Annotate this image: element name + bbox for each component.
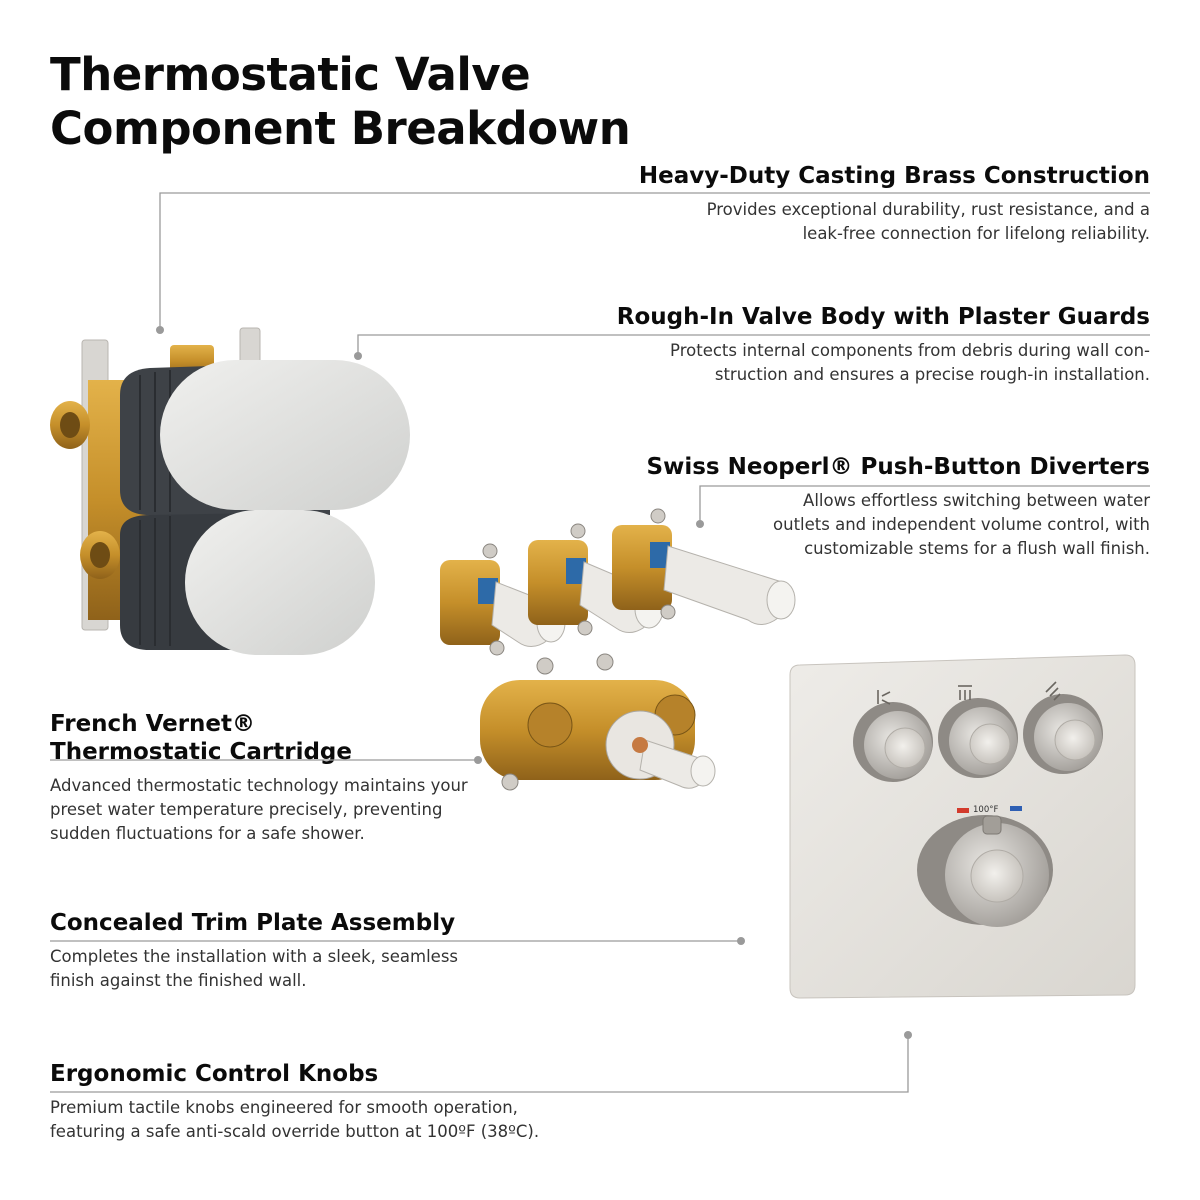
leader-dot	[354, 352, 362, 360]
feature-description-line: struction and ensures a precise rough-in installation.	[714, 365, 1150, 384]
feature-heading: Swiss Neoperl® Push-Button Diverters	[646, 454, 1150, 480]
leader-dot	[737, 937, 745, 945]
feature-description-line: Protects internal components from debris during wall con-	[670, 341, 1150, 360]
feature-description-line: leak-free connection for lifelong reliability.	[802, 224, 1150, 243]
leader-line-diverters	[700, 486, 1150, 522]
feature-heading-line: Thermostatic Cartridge	[50, 739, 352, 765]
feature-description-line: customizable stems for a flush wall finish.	[804, 539, 1150, 558]
leader-line-knobs	[50, 1037, 908, 1092]
feature-heading: Heavy-Duty Casting Brass Construction	[638, 163, 1150, 189]
feature-description-line: Advanced thermostatic technology maintains your	[50, 776, 468, 795]
feature-description-line: preset water temperature precisely, preventing	[50, 800, 443, 819]
feature-description-line: sudden fluctuations for a safe shower.	[50, 824, 365, 843]
temperature-limit-label: 100°F	[973, 805, 999, 815]
feature-heading: Ergonomic Control Knobs	[50, 1061, 379, 1087]
page-title-line-1: Thermostatic Valve	[50, 48, 531, 101]
feature-heading: Rough-In Valve Body with Plaster Guards	[616, 304, 1150, 330]
feature-description-line: Premium tactile knobs engineered for smooth operation,	[50, 1098, 518, 1117]
feature-heading: Concealed Trim Plate Assembly	[50, 910, 456, 936]
feature-description-line: Provides exceptional durability, rust resistance, and a	[706, 200, 1150, 219]
leader-dot	[904, 1031, 912, 1039]
page-title-line-2: Component Breakdown	[50, 102, 631, 155]
leader-dot	[696, 520, 704, 528]
feature-description-line: featuring a safe anti-scald override button at 100ºF (38ºC).	[50, 1122, 540, 1141]
feature-description-line: outlets and independent volume control, with	[773, 515, 1150, 534]
feature-description-line: Completes the installation with a sleek, seamless	[50, 947, 459, 966]
leader-line-brass	[160, 193, 1150, 328]
leader-dot	[474, 756, 482, 764]
leader-dot	[156, 326, 164, 334]
feature-description-line: Allows effortless switching between water	[803, 491, 1150, 510]
feature-heading-line: French Vernet®	[50, 711, 256, 737]
feature-description-line: finish against the finished wall.	[50, 971, 307, 990]
leader-line-rough-in	[358, 335, 1150, 357]
